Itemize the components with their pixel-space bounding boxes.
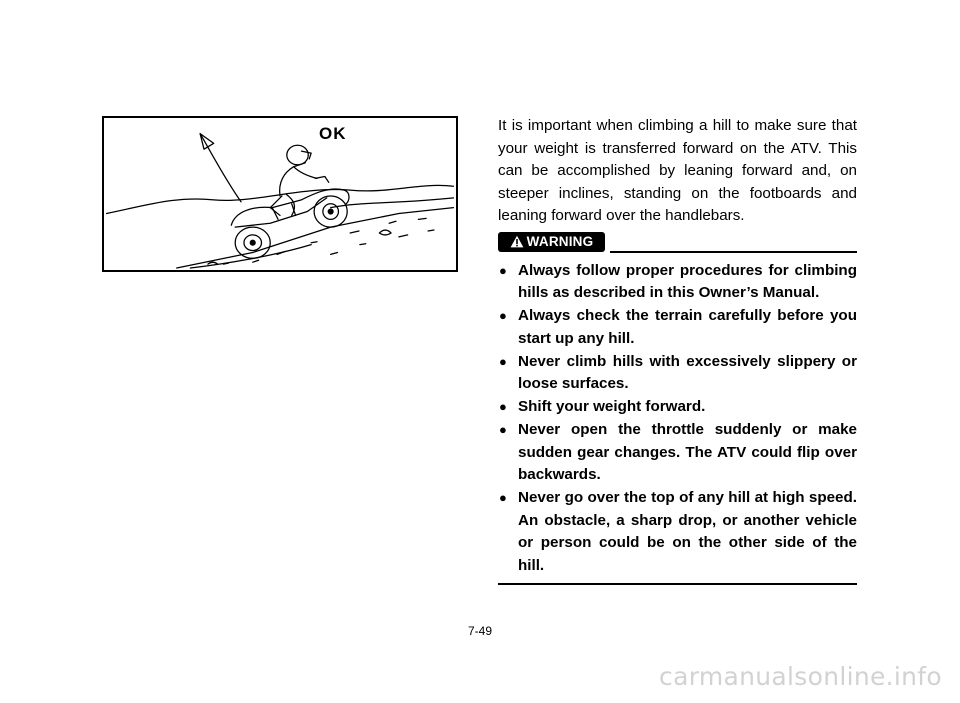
warning-triangle-icon	[510, 235, 524, 248]
intro-paragraph: It is important when climbing a hill to make sure that your weight is transferred forward on the ATV. This can be accomplished by leaning forward and, on steeper inclines, standing on the footboards and leaning forward over the handlebars.	[498, 117, 857, 224]
warning-item: ● Never open the throttle suddenly or make sudden gear changes. The ATV could flip over backwards.	[499, 421, 857, 483]
warning-label: WARNING	[526, 234, 594, 249]
page-number: 7-49	[467, 624, 493, 638]
bullet-icon: ●	[499, 490, 507, 505]
bullet-icon: ●	[499, 262, 507, 278]
warning-item: ● Always check the terrain carefully before you start up any hill.	[499, 307, 857, 347]
warning-item: ● Never climb hills with excessively slippery or loose surfaces.	[499, 352, 857, 392]
bullet-icon: ●	[499, 353, 507, 369]
hill-climbing-text-column	[498, 115, 857, 585]
warning-list	[498, 260, 857, 578]
atv-hill-climb-illustration	[102, 116, 458, 272]
bullet-icon: ●	[499, 308, 507, 323]
warning-bottom-rule	[498, 583, 857, 585]
warning-header	[498, 232, 857, 254]
warning-item: ● Never go over the top of any hill at high speed. An obstacle, a sharp drop, or another vehicle or person could be on the other side of the hill.	[499, 489, 857, 574]
bullet-icon: ●	[499, 422, 507, 437]
warning-badge	[498, 232, 605, 252]
warning-top-rule	[610, 251, 857, 253]
warning-item: ● Shift your weight forward.	[498, 396, 857, 419]
warning-item: ● Always follow proper procedures for climbing hills as described in this Owner’s Manual.	[499, 261, 857, 301]
bullet-icon: ●	[499, 399, 507, 414]
atv-rider-drawing	[104, 118, 456, 270]
watermark: carmanualsonline.info	[659, 662, 942, 691]
ok-label: OK	[319, 124, 347, 143]
